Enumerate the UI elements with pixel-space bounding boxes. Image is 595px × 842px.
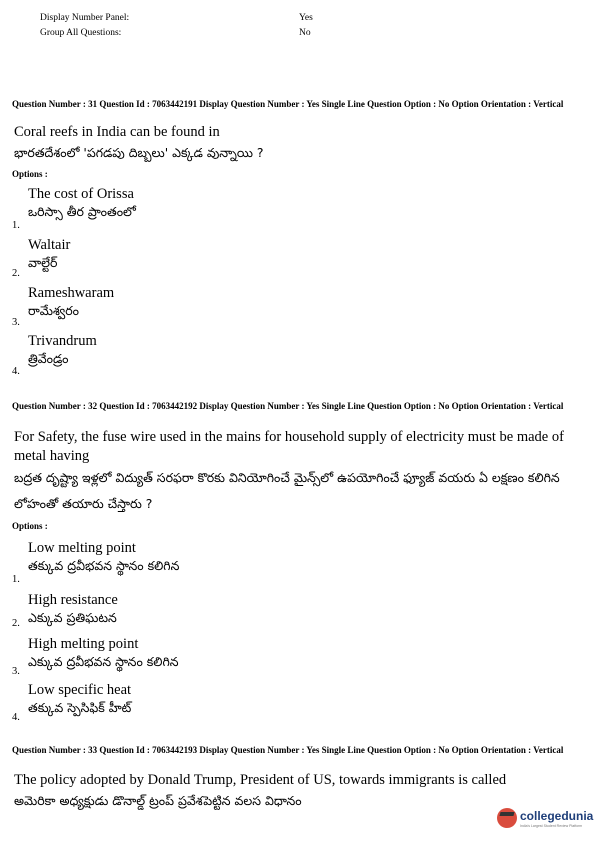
- option[interactable]: [28, 332, 97, 368]
- question-text-te: భారతదేశంలో 'పగడపు దిబ్బలు' ఎక్కడ వున్నాయి ?: [14, 145, 264, 160]
- option-text-en: High melting point: [28, 636, 139, 652]
- question-text-en: The policy adopted by Donald Trump, President of US, towards immigrants is called: [14, 772, 507, 788]
- option[interactable]: [28, 284, 114, 320]
- option-text-en: Low specific heat: [28, 682, 132, 698]
- option-text-te: తక్కువ స్పెసిఫిక్ హీట్: [28, 700, 132, 715]
- option-number: 1.: [12, 574, 20, 585]
- question-text-en: For Safety, the fuse wire used in the mains for household supply of electricity must be made of metal having: [14, 429, 564, 464]
- option-text-en: Trivandrum: [28, 333, 97, 349]
- option-text-en: Rameshwaram: [28, 285, 115, 301]
- options-label: Options :: [12, 169, 48, 179]
- setting-label: Group All Questions:: [40, 28, 122, 38]
- option-text-te: ఎక్కువ ద్రవీభవన స్థానం కలిగిన: [28, 654, 179, 669]
- option-text-en: Low melting point: [28, 540, 136, 556]
- question-header: Question Number : 31 Question Id : 7063442191 Display Question Number : Yes Single Line Question Option : No Option Orientation : Vertical: [12, 99, 564, 109]
- option[interactable]: [28, 539, 179, 575]
- setting-value: Yes: [299, 13, 313, 23]
- option[interactable]: [28, 185, 136, 221]
- option[interactable]: [28, 591, 118, 627]
- question-header: Question Number : 32 Question Id : 7063442192 Display Question Number : Yes Single Line Question Option : No Option Orientation : Vertical: [12, 401, 564, 411]
- option-number: 3.: [12, 317, 20, 328]
- option[interactable]: [28, 236, 70, 272]
- option-number: 3.: [12, 666, 20, 677]
- question-text-te: అమెరికా అధ్యక్షుడు డొనాల్డ్ ట్రంప్ ప్రవేశపెట్టిన వలస విధానం: [14, 793, 302, 808]
- logo-tagline: India's Largest Student Review Platform: [520, 824, 583, 828]
- option-number: 4.: [12, 366, 20, 377]
- option[interactable]: [28, 681, 131, 717]
- question-text-en: Coral reefs in India can be found in: [14, 124, 220, 140]
- option-number: 1.: [12, 220, 20, 231]
- option-number: 4.: [12, 712, 20, 723]
- options-label: Options :: [12, 521, 48, 531]
- option[interactable]: [28, 635, 179, 671]
- question-header: Question Number : 33 Question Id : 7063442193 Display Question Number : Yes Single Line Question Option : No Option Orientation : Vertical: [12, 745, 564, 755]
- option-text-te: ఒరిస్సా తీర ప్రాంతంలో: [28, 204, 136, 219]
- collegedunia-logo: [497, 805, 594, 833]
- graduation-cap-icon: [497, 808, 517, 828]
- logo-name: collegedunia: [520, 809, 594, 823]
- option-text-te: ఎక్కువ ప్రతిఘటన: [28, 610, 117, 625]
- question-text-te: బద్రత దృష్ట్యా ఇళ్లలో విద్యుత్ సరఫరా కొరకు వినియోగించే మైన్స్‌లో ఉపయోగించే ఫ్యూజ్ వయరు ఏ లక్షణం కలిగిన లోహంతో తయారు చేస్తారు ?: [14, 470, 560, 511]
- settings-panel: [40, 13, 340, 41]
- option-text-te: వాల్టేర్: [28, 255, 58, 270]
- option-number: 2.: [12, 618, 20, 629]
- option-text-en: The cost of Orissa: [28, 186, 134, 202]
- option-text-en: Waltair: [28, 237, 71, 253]
- option-text-en: High resistance: [28, 592, 118, 608]
- setting-label: Display Number Panel:: [40, 13, 130, 23]
- option-number: 2.: [12, 268, 20, 279]
- option-text-te: త్రివేండ్రం: [28, 351, 69, 366]
- setting-value: No: [299, 28, 311, 38]
- option-text-te: తక్కువ ద్రవీభవన స్థానం కలిగిన: [28, 558, 180, 573]
- option-text-te: రామేశ్వరం: [28, 303, 79, 318]
